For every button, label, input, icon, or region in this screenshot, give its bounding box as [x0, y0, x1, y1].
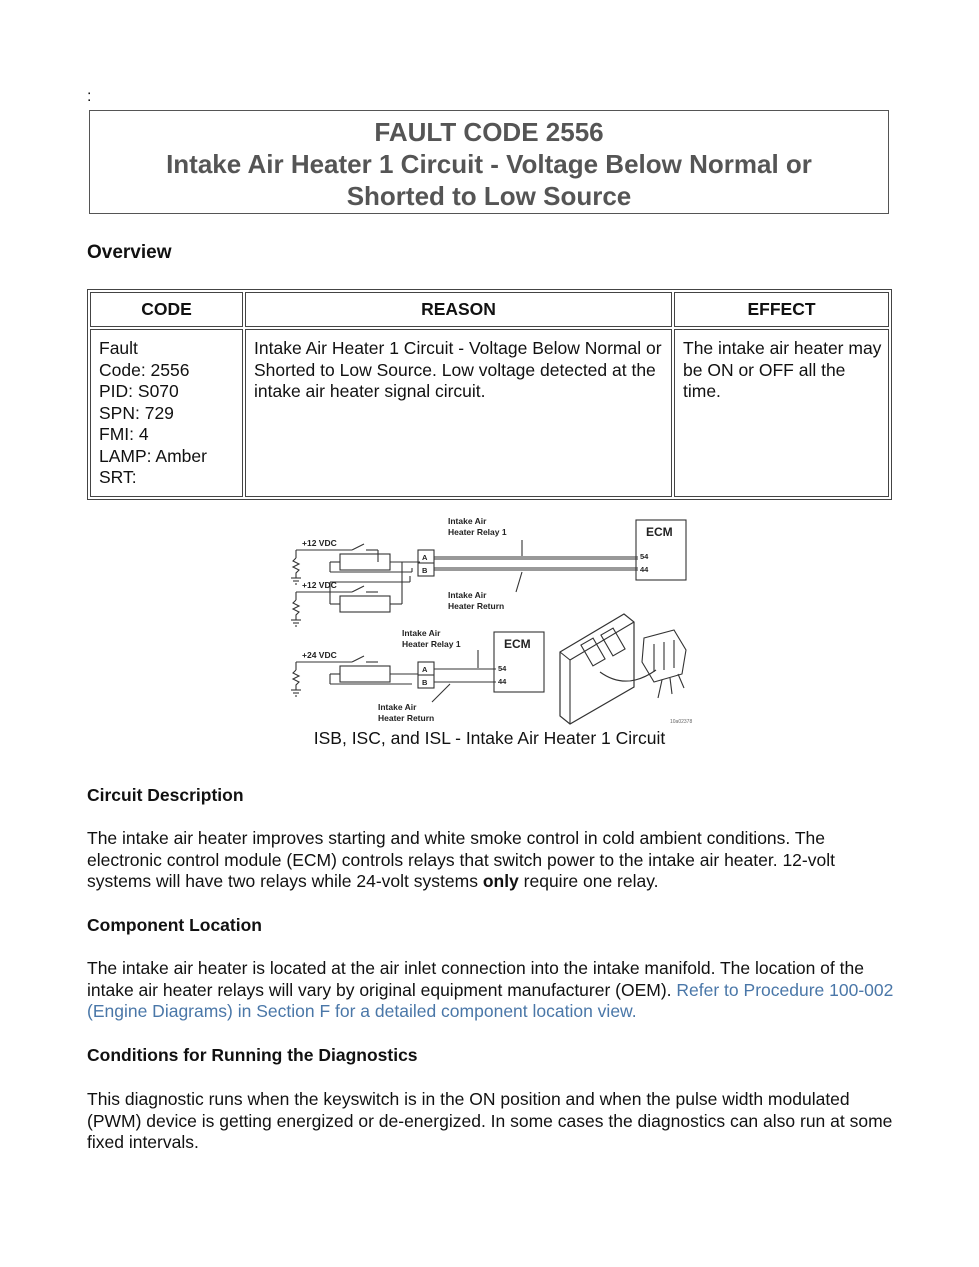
- cell-effect: The intake air heater may be ON or OFF all the time.: [674, 329, 889, 497]
- table-row: [90, 329, 889, 497]
- label-return2-line1: Intake Air: [378, 702, 417, 712]
- table-header-row: [90, 292, 889, 327]
- label-return2-line2: Heater Return: [378, 713, 435, 723]
- component-location-body: The intake air heater is located at the air inlet connection into the intake manifold. The location of the intake air heater relays will vary by original equipment manufacturer (OEM).: [87, 958, 864, 1000]
- diagram-caption: ISB, ISC, and ISL - Intake Air Heater 1 Circuit: [313, 728, 666, 748]
- fault-description-title: Intake Air Heater 1 Circuit - Voltage Below Normal or Shorted to Low Source: [166, 149, 812, 211]
- label-12vdc-top: +12 VDC: [302, 538, 337, 548]
- page-marker: :: [87, 88, 92, 105]
- label-return1-line1: Intake Air: [448, 590, 487, 600]
- label-pin-a-24v: A: [422, 665, 428, 674]
- conditions-heading: Conditions for Running the Diagnostics: [87, 1045, 418, 1065]
- component-location-text: [87, 958, 897, 1023]
- label-relay1-line2: Heater Relay 1: [448, 527, 507, 537]
- header-code: CODE: [90, 292, 243, 327]
- label-pin-a: A: [422, 553, 428, 562]
- label-relay1-line1: Intake Air: [448, 516, 487, 526]
- cell-code: Fault Code: 2556 PID: S070 SPN: 729 FMI: 4 LAMP: Amber SRT:: [90, 329, 243, 497]
- fault-code-title: FAULT CODE 2556: [374, 117, 604, 147]
- label-pin-b-24v: B: [422, 678, 428, 687]
- header-effect: EFFECT: [674, 292, 889, 327]
- circuit-description-tail: require one relay.: [518, 871, 659, 891]
- fault-title-box: [89, 110, 889, 214]
- circuit-description-bold: only: [482, 871, 519, 891]
- component-location-heading: Component Location: [87, 915, 262, 935]
- label-return1-line2: Heater Return: [448, 601, 505, 611]
- procedure-reference-link[interactable]: Refer to Procedure 100-002 (Engine Diagrams) in Section F for a detailed component location view.: [87, 979, 894, 1021]
- circuit-diagram: [282, 512, 702, 726]
- cell-reason: Intake Air Heater 1 Circuit - Voltage Below Normal or Shorted to Low Source. Low voltage detected at the intake air heater signal circuit.: [245, 329, 672, 497]
- label-pin-b: B: [422, 566, 428, 575]
- conditions-text: This diagnostic runs when the keyswitch is in the ON position and when the pulse width modulated (PWM) device is getting energized or de-energized. In some cases the diagnostics can also run at some fixed intervals.: [87, 1089, 893, 1152]
- circuit-description-text: [87, 828, 897, 893]
- label-pin-54-24v: 54: [498, 664, 507, 673]
- label-pin-54: 54: [640, 552, 649, 561]
- circuit-description-body: The intake air heater improves starting and white smoke control in cold ambient conditions. The electronic control module (ECM) controls relays that switch power to the intake air heater. 12-volt systems will have two relays while 24-volt systems: [87, 828, 835, 891]
- label-figure-id: 10a02378: [670, 719, 693, 725]
- label-ecm-bottom: ECM: [504, 637, 531, 651]
- label-12vdc-bottom: +12 VDC: [302, 580, 337, 590]
- label-24vdc: +24 VDC: [302, 650, 337, 660]
- label-pin-44-24v: 44: [498, 677, 507, 686]
- overview-heading: Overview: [87, 242, 172, 263]
- header-reason: REASON: [245, 292, 672, 327]
- label-ecm-top: ECM: [646, 525, 673, 539]
- fault-code-table: [87, 289, 892, 500]
- label-relay2-line1: Intake Air: [402, 628, 441, 638]
- circuit-description-heading: Circuit Description: [87, 785, 244, 805]
- label-relay2-line2: Heater Relay 1: [402, 639, 461, 649]
- label-pin-44: 44: [640, 565, 649, 574]
